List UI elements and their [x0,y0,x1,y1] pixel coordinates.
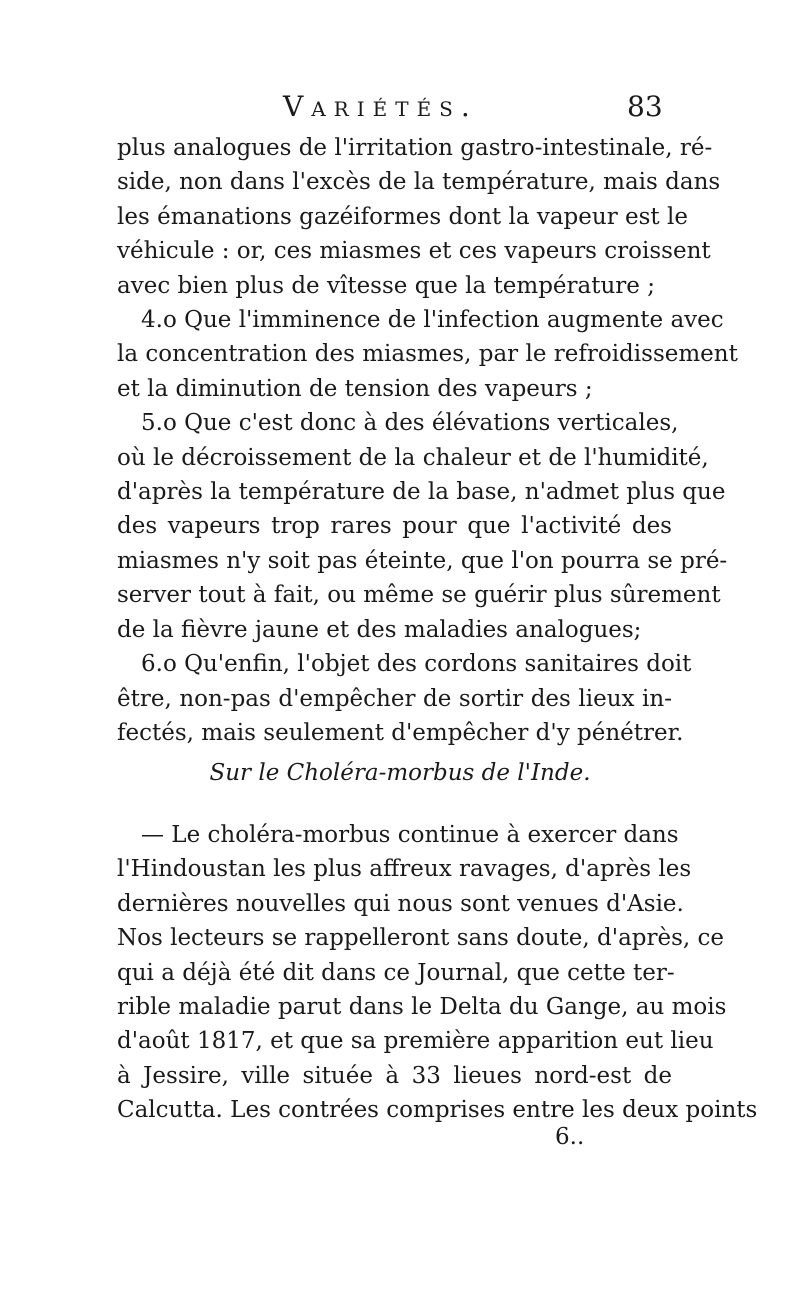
text-line: et la diminution de tension des vapeurs ; [117,375,593,402]
text-line: dernières nouvelles qui nous sont venues d'Asie. [117,890,684,917]
paragraph-item-6 [117,647,692,750]
text-line: d'après la température de la base, n'admet plus que [117,479,726,506]
section-heading: Sur le Choléra-morbus de l'Inde. [209,760,591,786]
body-text-section-2 [117,818,758,1128]
text-line: des vapeurs trop rares pour que l'activité des [117,513,672,540]
text-line: miasmes n'y soit pas éteinte, que l'on pourra se pré- [117,547,728,574]
text-line: d'août 1817, et que sa première apparition eut lieu [117,1028,714,1055]
text-line: être, non-pas d'empêcher de sortir des lieux in- [117,685,672,712]
running-title: Variétés. [283,90,478,123]
text-line: véhicule : or, ces miasmes et ces vapeurs croissent [117,238,711,265]
text-line: rible maladie parut dans le Delta du Gange, au mois [117,994,727,1021]
text-line: avec bien plus de vîtesse que la température ; [117,272,655,299]
text-line: 5.o Que c'est donc à des élévations verticales, [141,410,679,437]
paragraph-cholera [117,818,758,1128]
paragraph-item-5 [117,406,728,647]
text-line: 4.o Que l'imminence de l'infection augmente avec [141,307,724,334]
signature-mark: 6.. [555,1124,585,1150]
running-head [0,90,800,130]
text-line: side, non dans l'excès de la température, mais dans [117,169,721,196]
text-line: 6.o Qu'enfin, l'objet des cordons sanitaires doit [141,651,692,678]
paragraph-item-4 [117,303,738,406]
text-line: où le décroissement de la chaleur et de l'humidité, [117,444,709,471]
text-line: de la fièvre jaune et des maladies analogues; [117,616,642,643]
text-line: Calcutta. Les contrées comprises entre les deux points [117,1097,758,1124]
text-line: les émanations gazéiformes dont la vapeur est le [117,203,688,230]
text-line: Nos lecteurs se rappelleront sans doute, d'après, ce [117,925,725,952]
text-line: la concentration des miasmes, par le refroidissement [117,341,738,368]
text-line: qui a déjà été dit dans ce Journal, que cette ter- [117,959,675,986]
page-number: 83 [627,90,663,123]
paragraph-continuation [117,131,721,303]
text-line: — Le choléra-morbus continue à exercer dans [141,822,679,848]
body-text-section-1 [117,131,738,750]
text-line: server tout à fait, ou même se guérir plus sûrement [117,582,721,609]
text-line: l'Hindoustan les plus affreux ravages, d'après les [117,856,692,883]
text-line: plus analogues de l'irritation gastro-intestinale, ré- [117,135,713,161]
text-line: fectés, mais seulement d'empêcher d'y pénétrer. [117,719,684,746]
text-line: à Jessire, ville située à 33 lieues nord-est de [117,1062,672,1089]
